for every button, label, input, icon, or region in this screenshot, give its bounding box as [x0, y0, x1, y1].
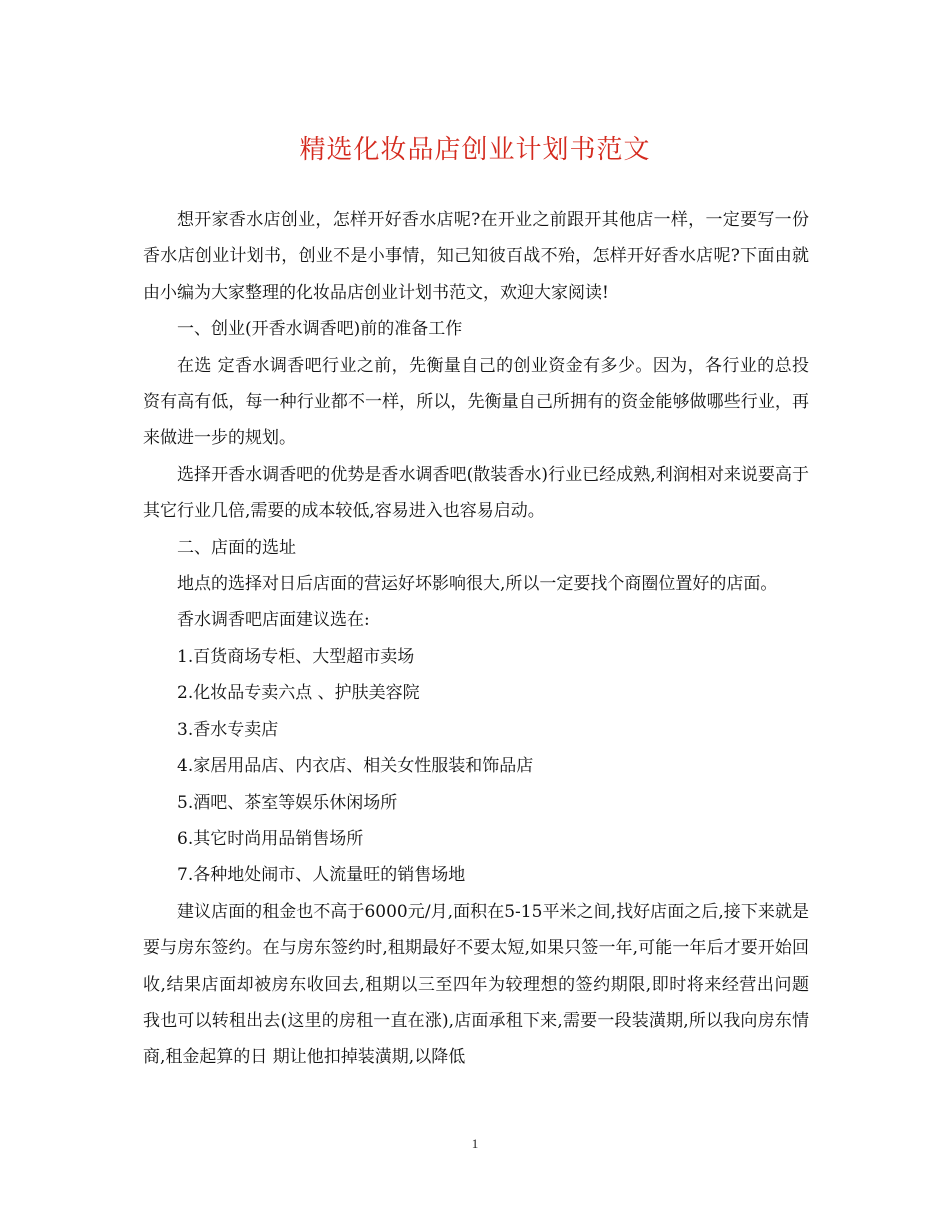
- list-item: 4.家居用品店、内衣店、相关女性服装和饰品店: [177, 756, 534, 777]
- list-item: 6.其它时尚用品销售场所: [177, 828, 364, 849]
- list-item: 1.百货商场专柜、大型超市卖场: [177, 646, 415, 667]
- list-item: 5.酒吧、茶室等娱乐休闲场所: [177, 792, 398, 813]
- body-paragraph: 香水调香吧店面建议选在:: [177, 610, 370, 631]
- page-number: 1: [471, 1136, 479, 1151]
- body-paragraph: 建议店面的租金也不高于6000元/月,面积在5-15平米之间,找好店面之后,接下来就是要与房东签约。在与房东签约时,租期最好不要太短,如果只签一年,可能一年后才要开始回收,结果店面却被房东收回去,租期以三至四年为较理想的签约期限,即时将来经营出问题 我也可以转租出去(这里的房租一直在涨),店面承租下来,需要一段装潢期,所以我向房东情商,租金起算的日 期让他扣掉装潢期,以降低: [143, 901, 809, 1068]
- body-paragraph: 选择开香水调香吧的优势是香水调香吧(散装香水)行业已经成熟,利润相对来说要高于其它行业几倍,需要的成本较低,容易进入也容易启动。: [143, 464, 809, 522]
- body-paragraph: 地点的选择对日后店面的营运好坏影响很大,所以一定要找个商圈位置好的店面。: [177, 574, 778, 595]
- list-item: 2.化妆品专卖六点 、护肤美容院: [177, 683, 420, 704]
- list-item: 7.各种地处闹市、人流量旺的销售场地: [177, 865, 466, 886]
- intro-paragraph: 想开家香水店创业，怎样开好香水店呢?在开业之前跟开其他店一样，一定要写一份香水店创业计划书，创业不是小事情，知己知彼百战不殆，怎样开好香水店呢?下面由就由小编为大家整理的化妆品店创业计划书范文，欢迎大家阅读!: [143, 210, 809, 303]
- section-heading-preparation: 一、创业(开香水调香吧)前的准备工作: [177, 319, 463, 340]
- document-title: 精选化妆品店创业计划书范文: [299, 135, 651, 165]
- list-item: 3.香水专卖店: [177, 719, 279, 740]
- document-body: [143, 202, 809, 1076]
- body-paragraph: 在选 定香水调香吧行业之前，先衡量自己的创业资金有多少。因为，各行业的总投资有高有低，每一种行业都不一样，所以，先衡量自己所拥有的资金能够做哪些行业，再来做进一步的规划。: [143, 355, 809, 449]
- section-heading-location: 二、店面的选址: [177, 537, 296, 558]
